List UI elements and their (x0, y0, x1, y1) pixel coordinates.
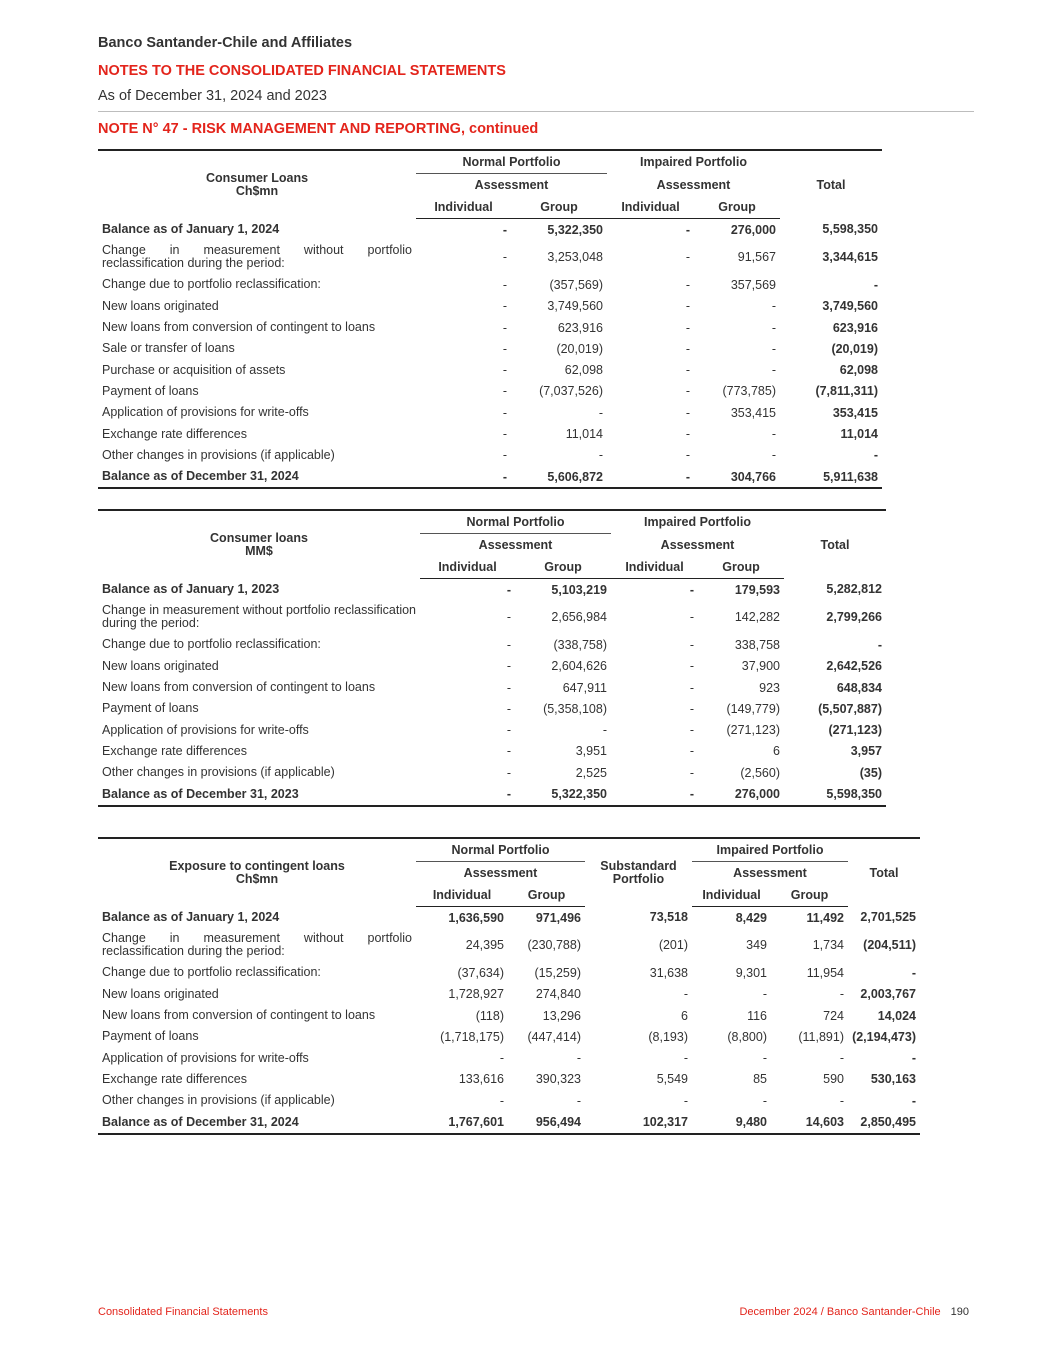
table-row (98, 656, 886, 677)
row-label: New loans originated (102, 986, 219, 1001)
cell-value: - (685, 250, 690, 265)
row-total: - (877, 637, 882, 652)
table-row (98, 928, 920, 962)
cell-value: - (502, 277, 507, 292)
table-row (98, 381, 882, 402)
impaired-portfolio-header: Impaired Portfolio (607, 150, 780, 174)
cell-value: 91,567 (737, 250, 776, 265)
cell-value: - (762, 1051, 767, 1066)
table-row (98, 1090, 920, 1111)
cell-value: 1,728,927 (448, 987, 504, 1002)
table-row (98, 338, 882, 359)
cell-value: (447,414) (527, 1029, 581, 1044)
cell-value: - (602, 723, 607, 738)
cell-value: - (416, 466, 511, 488)
cell-value: 1,734 (812, 938, 844, 953)
note-title: NOTE N° 47 - RISK MANAGEMENT AND REPORTING, continued (98, 121, 539, 137)
table-row (98, 907, 920, 929)
assessment-header: Assessment (660, 537, 735, 552)
cell-value: - (685, 277, 690, 292)
individual-header: Individual (416, 196, 511, 219)
cell-value: 142,282 (734, 610, 780, 625)
row-total: 2,701,525 (860, 910, 916, 925)
table-row (98, 783, 886, 805)
cell-value: - (598, 448, 603, 463)
row-label: Application of provisions for write-offs (102, 405, 309, 420)
cell-value: (773,785) (722, 384, 776, 399)
table-title: Exposure to contingent loans Ch$mn (98, 838, 416, 907)
cell-value: 11,014 (565, 427, 603, 442)
row-label: Exchange rate differences (102, 1071, 248, 1086)
cell-value: - (771, 299, 776, 314)
cell-value: - (771, 341, 776, 356)
row-total: (204,511) (863, 938, 916, 953)
cell-value: 276,000 (698, 783, 784, 805)
cell-value: (7,037,526) (539, 384, 603, 399)
cell-value: 590 (823, 1072, 844, 1087)
row-total: 2,799,266 (826, 610, 882, 625)
cell-value: 24,395 (465, 938, 504, 953)
row-label: Exchange rate differences (102, 743, 248, 758)
cell-value: 37,900 (741, 659, 780, 674)
cell-value: - (506, 582, 511, 597)
cell-value: - (683, 1051, 688, 1066)
cell-value: - (506, 659, 511, 674)
cell-value: - (506, 765, 511, 780)
as-of-date: As of December 31, 2024 and 2023 (98, 88, 327, 104)
cell-value: - (598, 405, 603, 420)
cell-value: (5,358,108) (543, 701, 607, 716)
group-header: Group (694, 196, 780, 219)
cell-value: - (506, 744, 511, 759)
page-number: 190 (950, 1306, 969, 1318)
cell-value: 3,951 (575, 744, 607, 759)
row-label: Change in measurement without portfolio reclassification during the period: (102, 603, 416, 631)
row-label: Change due to portfolio reclassification: (102, 965, 321, 980)
cell-value: 5,322,350 (515, 783, 611, 805)
cell-value: 304,766 (694, 466, 780, 488)
cell-value: 62,098 (564, 363, 603, 378)
group-header: Group (515, 556, 611, 579)
cell-value: 5,103,219 (551, 582, 607, 597)
cell-value: 1,767,601 (416, 1111, 508, 1133)
row-total: (7,811,311) (815, 384, 878, 399)
row-label: Balance as of December 31, 2023 (98, 783, 420, 805)
cell-value: - (689, 701, 694, 716)
cell-value: - (689, 723, 694, 738)
cell-value: 5,606,872 (511, 466, 607, 488)
cell-value: - (771, 448, 776, 463)
cell-value: - (839, 987, 844, 1002)
row-total: 353,415 (832, 405, 878, 420)
cell-value: 116 (747, 1008, 767, 1023)
row-label: Purchase or acquisition of assets (102, 362, 286, 377)
consumer-loans-2023-table (98, 509, 886, 807)
individual-header: Individual (692, 884, 771, 907)
row-label: Change in measurement without portfolio reclassification during the period: (102, 243, 412, 271)
table-row (98, 1026, 920, 1047)
table-row (98, 1005, 920, 1026)
cell-value: (149,779) (726, 701, 780, 716)
row-total: 3,957 (850, 744, 882, 759)
row-total: 2,642,526 (826, 659, 882, 674)
cell-value: - (502, 427, 507, 442)
row-label: New loans originated (102, 658, 219, 673)
normal-portfolio-header: Normal Portfolio (420, 510, 611, 534)
cell-value: - (420, 783, 515, 805)
table-title: Consumer Loans Ch$mn (98, 150, 416, 219)
row-total: (35) (859, 765, 882, 780)
footer-right: December 2024 / Banco Santander-Chile 190 (739, 1306, 969, 1318)
cell-value: - (499, 1051, 504, 1066)
table-row (98, 359, 882, 380)
cell-value: - (685, 222, 690, 237)
row-total: 11,014 (840, 427, 878, 442)
row-label: Change due to portfolio reclassification: (102, 637, 321, 652)
cell-value: - (771, 320, 776, 335)
table-row (98, 719, 886, 740)
cell-value: - (502, 250, 507, 265)
cell-value: 6 (773, 744, 780, 759)
row-total: - (873, 277, 878, 292)
normal-portfolio-header: Normal Portfolio (416, 838, 585, 862)
cell-value: - (683, 1093, 688, 1108)
cell-value: 971,496 (535, 910, 581, 925)
cell-value: (357,569) (549, 277, 603, 292)
cell-value: - (683, 987, 688, 1002)
row-label: New loans originated (102, 298, 219, 313)
substandard-portfolio-header: Substandard Portfolio (585, 838, 692, 907)
footer-left: Consolidated Financial Statements (98, 1306, 268, 1318)
total-header: Total (848, 838, 920, 907)
cell-value: - (506, 680, 511, 695)
cell-value: 2,525 (575, 765, 607, 780)
table-row (98, 1069, 920, 1090)
table-row (98, 677, 886, 698)
cell-value: 923 (759, 680, 780, 695)
cell-value: 3,253,048 (547, 250, 603, 265)
row-total: 62,098 (839, 363, 878, 378)
assessment-header: Assessment (656, 177, 731, 192)
group-header: Group (771, 884, 848, 907)
cell-value: (118) (475, 1008, 504, 1023)
cell-value: - (685, 427, 690, 442)
row-total: 5,911,638 (780, 466, 882, 488)
cell-value: 276,000 (730, 222, 776, 237)
cell-value: 357,569 (730, 277, 776, 292)
table-row (98, 600, 886, 634)
cell-value: - (502, 405, 507, 420)
row-total: (271,123) (828, 723, 882, 738)
table-row (98, 1047, 920, 1068)
assessment-header: Assessment (463, 866, 538, 880)
cell-value: 1,636,590 (448, 910, 504, 925)
row-label: Balance as of January 1, 2023 (102, 581, 280, 596)
total-header: Total (784, 510, 886, 579)
cell-value: - (685, 363, 690, 378)
table-row (98, 296, 882, 317)
cell-value: 956,494 (508, 1111, 585, 1133)
cell-value: - (611, 783, 698, 805)
table-row (98, 445, 882, 466)
cell-value: - (685, 341, 690, 356)
cell-value: - (685, 320, 690, 335)
row-total: 14,024 (877, 1008, 916, 1023)
individual-header: Individual (607, 196, 694, 219)
row-total: 2,850,495 (848, 1111, 920, 1133)
table-row (98, 762, 886, 783)
assessment-header: Assessment (478, 538, 553, 552)
table-row (98, 219, 882, 241)
row-label: Balance as of January 1, 2024 (102, 221, 280, 236)
cell-value: (338,758) (553, 637, 607, 652)
row-label: Balance as of December 31, 2024 (98, 466, 416, 488)
cell-value: - (685, 299, 690, 314)
cell-value: - (506, 723, 511, 738)
row-label: New loans from conversion of contingent to loans (102, 320, 376, 335)
row-label: New loans from conversion of contingent to loans (102, 680, 376, 695)
row-label: Sale or transfer of loans (102, 341, 235, 356)
table-row (98, 634, 886, 655)
cell-value: - (502, 384, 507, 399)
cell-value: - (689, 680, 694, 695)
row-label: Balance as of January 1, 2024 (102, 909, 280, 924)
cell-value: - (502, 320, 507, 335)
table-title: Consumer loans MM$ (98, 510, 420, 579)
cell-value: - (502, 341, 507, 356)
row-total: 623,916 (832, 320, 878, 335)
row-total: - (873, 448, 878, 463)
row-label: Change in measurement without portfolio reclassification during the period: (102, 931, 412, 959)
row-label: Other changes in provisions (if applicable) (102, 765, 335, 780)
row-label: Other changes in provisions (if applicable) (102, 447, 335, 462)
cell-value: 6 (681, 1008, 688, 1023)
cell-value: 5,322,350 (547, 222, 603, 237)
row-total: 3,749,560 (822, 299, 878, 314)
notes-title: NOTES TO THE CONSOLIDATED FINANCIAL STATEMENTS (98, 63, 506, 79)
table-row (98, 962, 920, 983)
cell-value: - (689, 582, 694, 597)
header-divider (98, 111, 974, 112)
table-row (98, 984, 920, 1005)
cell-value: 349 (746, 938, 767, 953)
cell-value: 353,415 (730, 405, 776, 420)
row-label: Exchange rate differences (102, 426, 248, 441)
row-label: New loans from conversion of contingent to loans (102, 1008, 376, 1023)
assessment-header: Assessment (474, 178, 549, 192)
cell-value: 2,656,984 (551, 610, 607, 625)
assessment-header: Assessment (733, 866, 807, 880)
row-total: - (911, 1051, 916, 1066)
cell-value: 724 (823, 1008, 844, 1023)
group-header: Group (511, 196, 607, 219)
cell-value: 13,296 (542, 1008, 581, 1023)
cell-value: 2,604,626 (551, 659, 607, 674)
row-label: Payment of loans (102, 701, 199, 716)
cell-value: 647,911 (562, 680, 607, 695)
cell-value: - (576, 1093, 581, 1108)
cell-value: - (762, 987, 767, 1002)
cell-value: - (506, 610, 511, 625)
cell-value: - (762, 1093, 767, 1108)
contingent-loans-exposure-table (98, 837, 920, 1135)
table-row (98, 466, 882, 488)
cell-value: (201) (658, 938, 688, 953)
row-total: (5,507,887) (818, 701, 882, 716)
row-label: Application of provisions for write-offs (102, 1050, 309, 1065)
row-total: 2,003,767 (860, 987, 916, 1002)
row-total: 3,344,615 (822, 250, 878, 265)
cell-value: (230,788) (527, 938, 581, 953)
normal-portfolio-header: Normal Portfolio (416, 150, 607, 174)
cell-value: 11,954 (806, 965, 844, 980)
row-label: Application of provisions for write-offs (102, 722, 309, 737)
row-label: Payment of loans (102, 1029, 199, 1044)
row-total: 5,598,350 (822, 222, 878, 237)
individual-header: Individual (416, 884, 508, 907)
cell-value: (37,634) (457, 965, 504, 980)
cell-value: - (502, 448, 507, 463)
row-label: Payment of loans (102, 383, 199, 398)
row-label: Balance as of December 31, 2024 (98, 1111, 416, 1133)
row-total: (2,194,473) (852, 1029, 916, 1044)
cell-value: (8,800) (727, 1029, 767, 1044)
cell-value: (20,019) (556, 341, 603, 356)
cell-value: - (839, 1051, 844, 1066)
table-row (98, 698, 886, 719)
cell-value: 338,758 (734, 637, 780, 652)
row-total: 648,834 (836, 680, 882, 695)
cell-value: (271,123) (726, 723, 780, 738)
cell-value: (15,259) (534, 965, 581, 980)
cell-value: 8,429 (735, 910, 767, 925)
cell-value: - (689, 637, 694, 652)
cell-value: - (685, 405, 690, 420)
cell-value: 133,616 (458, 1072, 504, 1087)
table-row (98, 317, 882, 338)
cell-value: - (502, 299, 507, 314)
group-header: Group (508, 884, 585, 907)
cell-value: (2,560) (740, 765, 780, 780)
impaired-portfolio-header: Impaired Portfolio (692, 838, 848, 862)
cell-value: 73,518 (649, 910, 688, 925)
cell-value: 274,840 (535, 987, 581, 1002)
row-total: - (911, 965, 916, 980)
table-row (98, 1111, 920, 1133)
group-header: Group (698, 556, 784, 579)
cell-value: - (685, 448, 690, 463)
cell-value: (8,193) (648, 1029, 688, 1044)
cell-value: - (502, 363, 507, 378)
row-total: - (911, 1093, 916, 1108)
cell-value: 14,603 (771, 1111, 848, 1133)
total-header: Total (780, 150, 882, 219)
cell-value: - (506, 637, 511, 652)
cell-value: - (689, 610, 694, 625)
cell-value: - (771, 427, 776, 442)
cell-value: - (576, 1051, 581, 1066)
cell-value: - (607, 466, 694, 488)
consumer-loans-2024-table (98, 149, 882, 489)
cell-value: - (499, 1093, 504, 1108)
table-row (98, 423, 882, 444)
cell-value: - (771, 363, 776, 378)
cell-value: 5,549 (656, 1072, 688, 1087)
table-row (98, 579, 886, 601)
row-total: 5,598,350 (784, 783, 886, 805)
cell-value: (1,718,175) (440, 1029, 504, 1044)
cell-value: 623,916 (557, 320, 603, 335)
cell-value: - (689, 765, 694, 780)
company-name: Banco Santander-Chile and Affiliates (98, 35, 353, 51)
cell-value: 31,638 (649, 965, 688, 980)
cell-value: 102,317 (585, 1111, 692, 1133)
table-row (98, 240, 882, 274)
row-label: Other changes in provisions (if applicable) (102, 1093, 335, 1108)
cell-value: 9,480 (692, 1111, 771, 1133)
cell-value: 390,323 (535, 1072, 581, 1087)
cell-value: - (506, 701, 511, 716)
cell-value: - (502, 222, 507, 237)
row-total: 5,282,812 (826, 582, 882, 597)
cell-value: - (689, 659, 694, 674)
cell-value: 9,301 (735, 965, 767, 980)
cell-value: 11,492 (806, 910, 844, 925)
row-label: Change due to portfolio reclassification: (102, 277, 321, 292)
individual-header: Individual (611, 556, 698, 579)
row-total: (20,019) (831, 341, 878, 356)
table-row (98, 741, 886, 762)
individual-header: Individual (420, 556, 515, 579)
table-row (98, 402, 882, 423)
cell-value: - (689, 744, 694, 759)
table-row (98, 274, 882, 295)
cell-value: 3,749,560 (547, 299, 603, 314)
row-total: 530,163 (870, 1072, 916, 1087)
cell-value: 85 (753, 1072, 767, 1087)
cell-value: 179,593 (734, 582, 780, 597)
impaired-portfolio-header: Impaired Portfolio (611, 510, 784, 534)
cell-value: (11,891) (798, 1029, 844, 1044)
cell-value: - (839, 1093, 844, 1108)
cell-value: - (685, 384, 690, 399)
